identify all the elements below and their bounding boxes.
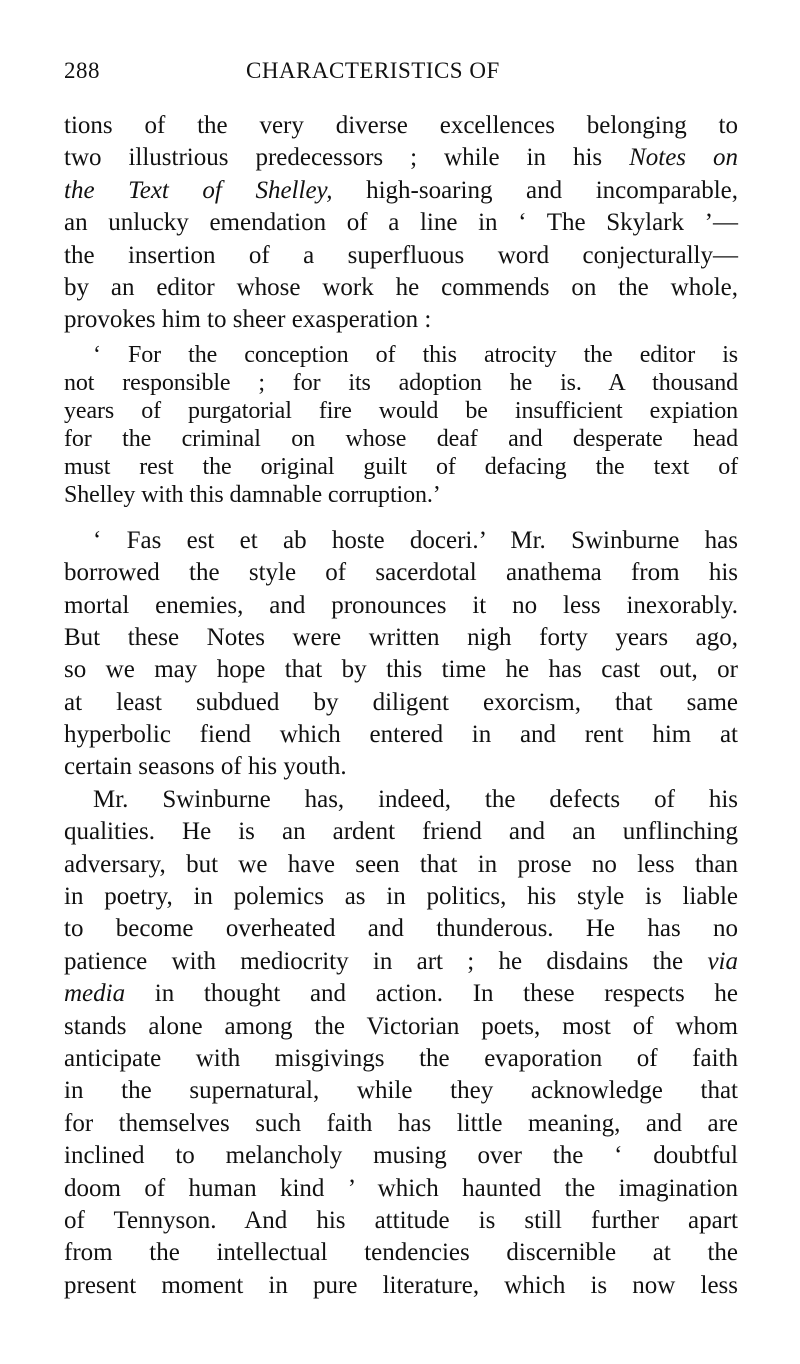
quote-line: Shelley with this damnable corruption.’ (64, 481, 441, 508)
text-line: from the intellectual tendencies discernible at the (64, 1239, 738, 1267)
text-line (64, 946, 738, 978)
text-line: an unlucky emendation of a line in ‘ The Skylark ’— (64, 209, 738, 237)
quote-line: for the criminal on whose deaf and desperate head (64, 425, 738, 452)
paragraph-gap (64, 509, 738, 525)
paragraph-2 (64, 525, 738, 784)
text-line: in poetry, in polemics as in politics, his style is liable (64, 883, 738, 911)
italic-title: the Text of Shelley, (64, 176, 333, 204)
text-line: mortal enemies, and pronounces it no less inexorably. (64, 591, 738, 619)
body-text (64, 110, 738, 1302)
text-line: in the supernatural, while they acknowledge that (64, 1077, 738, 1105)
running-head: CHARACTERISTICS OF (246, 58, 500, 83)
text-run: patience with mediocrity in art ; he disdains the (64, 947, 708, 975)
text-run: high-soaring and incomparable, (332, 176, 738, 204)
italic-term: media (64, 980, 126, 1008)
paragraph-1 (64, 110, 738, 337)
text-line: of Tennyson. And his attitude is still further apart (64, 1206, 738, 1234)
text-line: stands alone among the Victorian poets, most of whom (64, 1012, 738, 1040)
text-line: by an editor whose work he commends on the whole, (64, 273, 738, 301)
text-line: adversary, but we have seen that in prose no less than (64, 850, 738, 878)
text-line: provokes him to sheer exasperation : (64, 306, 432, 334)
text-line: ‘ Fas est et ab hoste doceri.’ Mr. Swinburne has (93, 526, 738, 554)
text-line: qualities. He is an ardent friend and an unflinching (64, 818, 738, 846)
text-line: anticipate with misgivings the evaporation of faith (64, 1044, 738, 1072)
quote-line: ‘ For the conception of this atrocity the editor is (93, 341, 738, 368)
text-line: at least subdued by diligent exorcism, that same (64, 688, 738, 716)
quote-line: not responsible ; for its adoption he is. A thousand (64, 369, 738, 396)
text-line: borrowed the style of sacerdotal anathema from his (64, 559, 738, 587)
text-run: two illustrious predecessors ; while in his (64, 144, 630, 172)
page-header (64, 58, 736, 92)
page-number: 288 (64, 58, 100, 83)
text-line: But these Notes were written nigh forty years ago, (64, 623, 738, 651)
text-line: tions of the very diverse excellences belonging to (64, 112, 738, 139)
text-line: inclined to melancholy musing over the ‘ doubtful (64, 1142, 738, 1170)
text-line (64, 175, 738, 207)
text-line: doom of human kind ’ which haunted the imagination (64, 1174, 738, 1202)
text-line: present moment in pure literature, which is now less (64, 1271, 738, 1299)
text-line: for themselves such faith has little meaning, and are (64, 1109, 738, 1137)
italic-term: via (707, 947, 738, 975)
quote-line: must rest the original guilt of defacing the text of (64, 453, 738, 480)
italic-title: Notes on (629, 144, 739, 172)
block-quote (64, 341, 738, 509)
text-line (64, 978, 738, 1010)
text-line: certain seasons of his youth. (64, 753, 347, 781)
text-run: in thought and action. In these respects he (125, 980, 738, 1008)
text-line: to become overheated and thunderous. He has no (64, 915, 738, 943)
text-line: hyperbolic fiend which entered in and rent him at (64, 721, 738, 749)
text-line: Mr. Swinburne has, indeed, the defects of his (93, 785, 738, 813)
text-line: so we may hope that by this time he has cast out, or (64, 656, 738, 684)
text-line: the insertion of a superfluous word conjecturally— (64, 241, 738, 269)
paragraph-3 (64, 784, 738, 1302)
text-line (64, 142, 738, 174)
quote-line: years of purgatorial fire would be insufficient expiation (64, 397, 738, 424)
